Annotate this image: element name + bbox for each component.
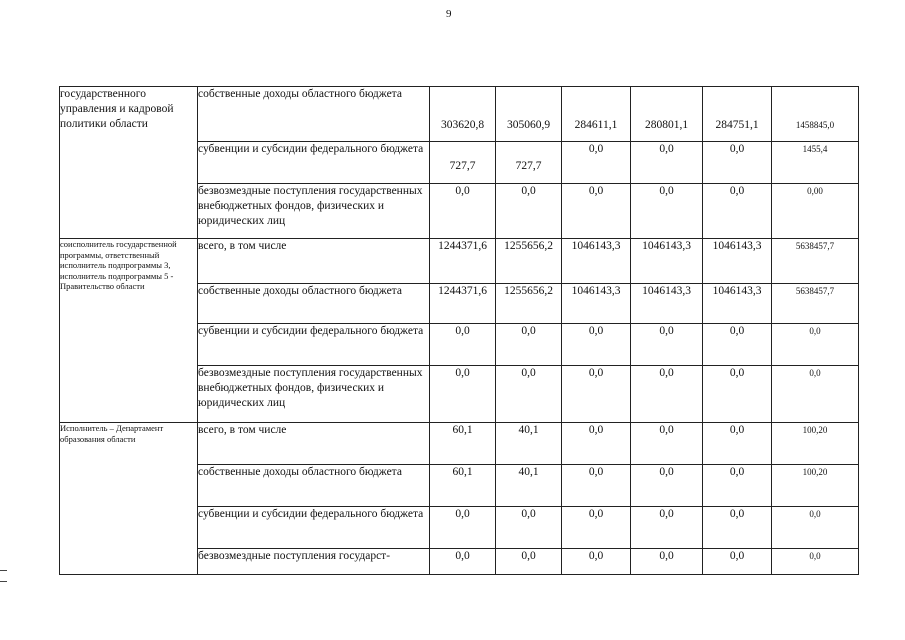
value-cell: 0,0	[496, 324, 562, 366]
value-cell: 0,0	[562, 366, 631, 423]
table-row	[60, 87, 859, 142]
value-cell: 0,0	[703, 324, 772, 366]
value-cell: 305060,9	[496, 87, 562, 142]
value-cell: 0,0	[496, 549, 562, 575]
funding-source-cell: собственные доходы областного бюджета	[198, 284, 430, 324]
margin-mark	[0, 581, 7, 582]
executor-cell: Исполнитель – Департамент образования области	[60, 423, 198, 575]
total-cell: 0,0	[772, 549, 859, 575]
value-cell: 0,0	[631, 142, 703, 184]
total-cell: 0,00	[772, 184, 859, 239]
funding-source-cell: безвозмездные поступления государственных внебюджетных фондов, физических и юридических лиц	[198, 366, 430, 423]
total-cell: 1458845,0	[772, 87, 859, 142]
total-cell: 0,0	[772, 324, 859, 366]
total-cell: 5638457,7	[772, 284, 859, 324]
value-cell: 0,0	[496, 366, 562, 423]
table-row	[60, 239, 859, 284]
value-cell: 0,0	[631, 465, 703, 507]
value-cell: 40,1	[496, 465, 562, 507]
value-cell: 1046143,3	[562, 284, 631, 324]
value-cell: 0,0	[430, 324, 496, 366]
value-cell: 0,0	[631, 366, 703, 423]
value-cell: 60,1	[430, 465, 496, 507]
value-cell: 0,0	[631, 549, 703, 575]
value-cell: 0,0	[430, 184, 496, 239]
funding-source-cell: всего, в том числе	[198, 239, 430, 284]
value-cell: 280801,1	[631, 87, 703, 142]
value-cell: 0,0	[562, 507, 631, 549]
value-cell: 727,7	[430, 142, 496, 184]
value-cell: 40,1	[496, 423, 562, 465]
value-cell: 303620,8	[430, 87, 496, 142]
funding-source-cell: собственные доходы областного бюджета	[198, 465, 430, 507]
funding-source-cell: собственные доходы областного бюджета	[198, 87, 430, 142]
funding-source-cell: всего, в том числе	[198, 423, 430, 465]
total-cell: 5638457,7	[772, 239, 859, 284]
total-cell: 0,0	[772, 507, 859, 549]
funding-source-cell: субвенции и субсидии федерального бюджета	[198, 507, 430, 549]
value-cell: 1046143,3	[631, 284, 703, 324]
value-cell: 1255656,2	[496, 284, 562, 324]
value-cell: 1244371,6	[430, 284, 496, 324]
value-cell: 0,0	[496, 184, 562, 239]
value-cell: 0,0	[430, 507, 496, 549]
value-cell: 284751,1	[703, 87, 772, 142]
value-cell: 1046143,3	[631, 239, 703, 284]
value-cell: 0,0	[562, 465, 631, 507]
funding-source-cell: безвозмездные поступления государственных внебюджетных фондов, физических и юридических лиц	[198, 184, 430, 239]
total-cell: 100,20	[772, 465, 859, 507]
value-cell: 1046143,3	[703, 239, 772, 284]
value-cell: 0,0	[562, 142, 631, 184]
page-number: 9	[446, 8, 452, 20]
value-cell: 0,0	[496, 507, 562, 549]
funding-source-cell: безвозмездные поступления государст-	[198, 549, 430, 575]
funding-source-cell: субвенции и субсидии федерального бюджета	[198, 142, 430, 184]
value-cell: 0,0	[703, 142, 772, 184]
value-cell: 1244371,6	[430, 239, 496, 284]
value-cell: 0,0	[562, 324, 631, 366]
margin-mark	[0, 570, 7, 571]
value-cell: 0,0	[703, 366, 772, 423]
value-cell: 1046143,3	[703, 284, 772, 324]
value-cell: 0,0	[430, 549, 496, 575]
value-cell: 0,0	[631, 507, 703, 549]
value-cell: 0,0	[631, 324, 703, 366]
value-cell: 1046143,3	[562, 239, 631, 284]
value-cell: 0,0	[703, 184, 772, 239]
value-cell: 60,1	[430, 423, 496, 465]
total-cell: 100,20	[772, 423, 859, 465]
value-cell: 0,0	[703, 549, 772, 575]
value-cell: 0,0	[703, 507, 772, 549]
value-cell: 0,0	[562, 423, 631, 465]
total-cell: 1455,4	[772, 142, 859, 184]
value-cell: 0,0	[703, 465, 772, 507]
value-cell: 1255656,2	[496, 239, 562, 284]
value-cell: 0,0	[562, 549, 631, 575]
executor-cell: государственного управления и кадровой политики области	[60, 87, 198, 239]
total-cell: 0,0	[772, 366, 859, 423]
value-cell: 0,0	[631, 184, 703, 239]
executor-cell: соисполнитель государственной программы, ответственный исполнитель подпрограммы 3, исполнитель подпрограммы 5 - Правительство области	[60, 239, 198, 423]
value-cell: 0,0	[430, 366, 496, 423]
table-row	[60, 423, 859, 465]
value-cell: 0,0	[562, 184, 631, 239]
value-cell: 0,0	[631, 423, 703, 465]
budget-table	[59, 86, 859, 575]
funding-source-cell: субвенции и субсидии федерального бюджета	[198, 324, 430, 366]
value-cell: 284611,1	[562, 87, 631, 142]
value-cell: 0,0	[703, 423, 772, 465]
value-cell: 727,7	[496, 142, 562, 184]
